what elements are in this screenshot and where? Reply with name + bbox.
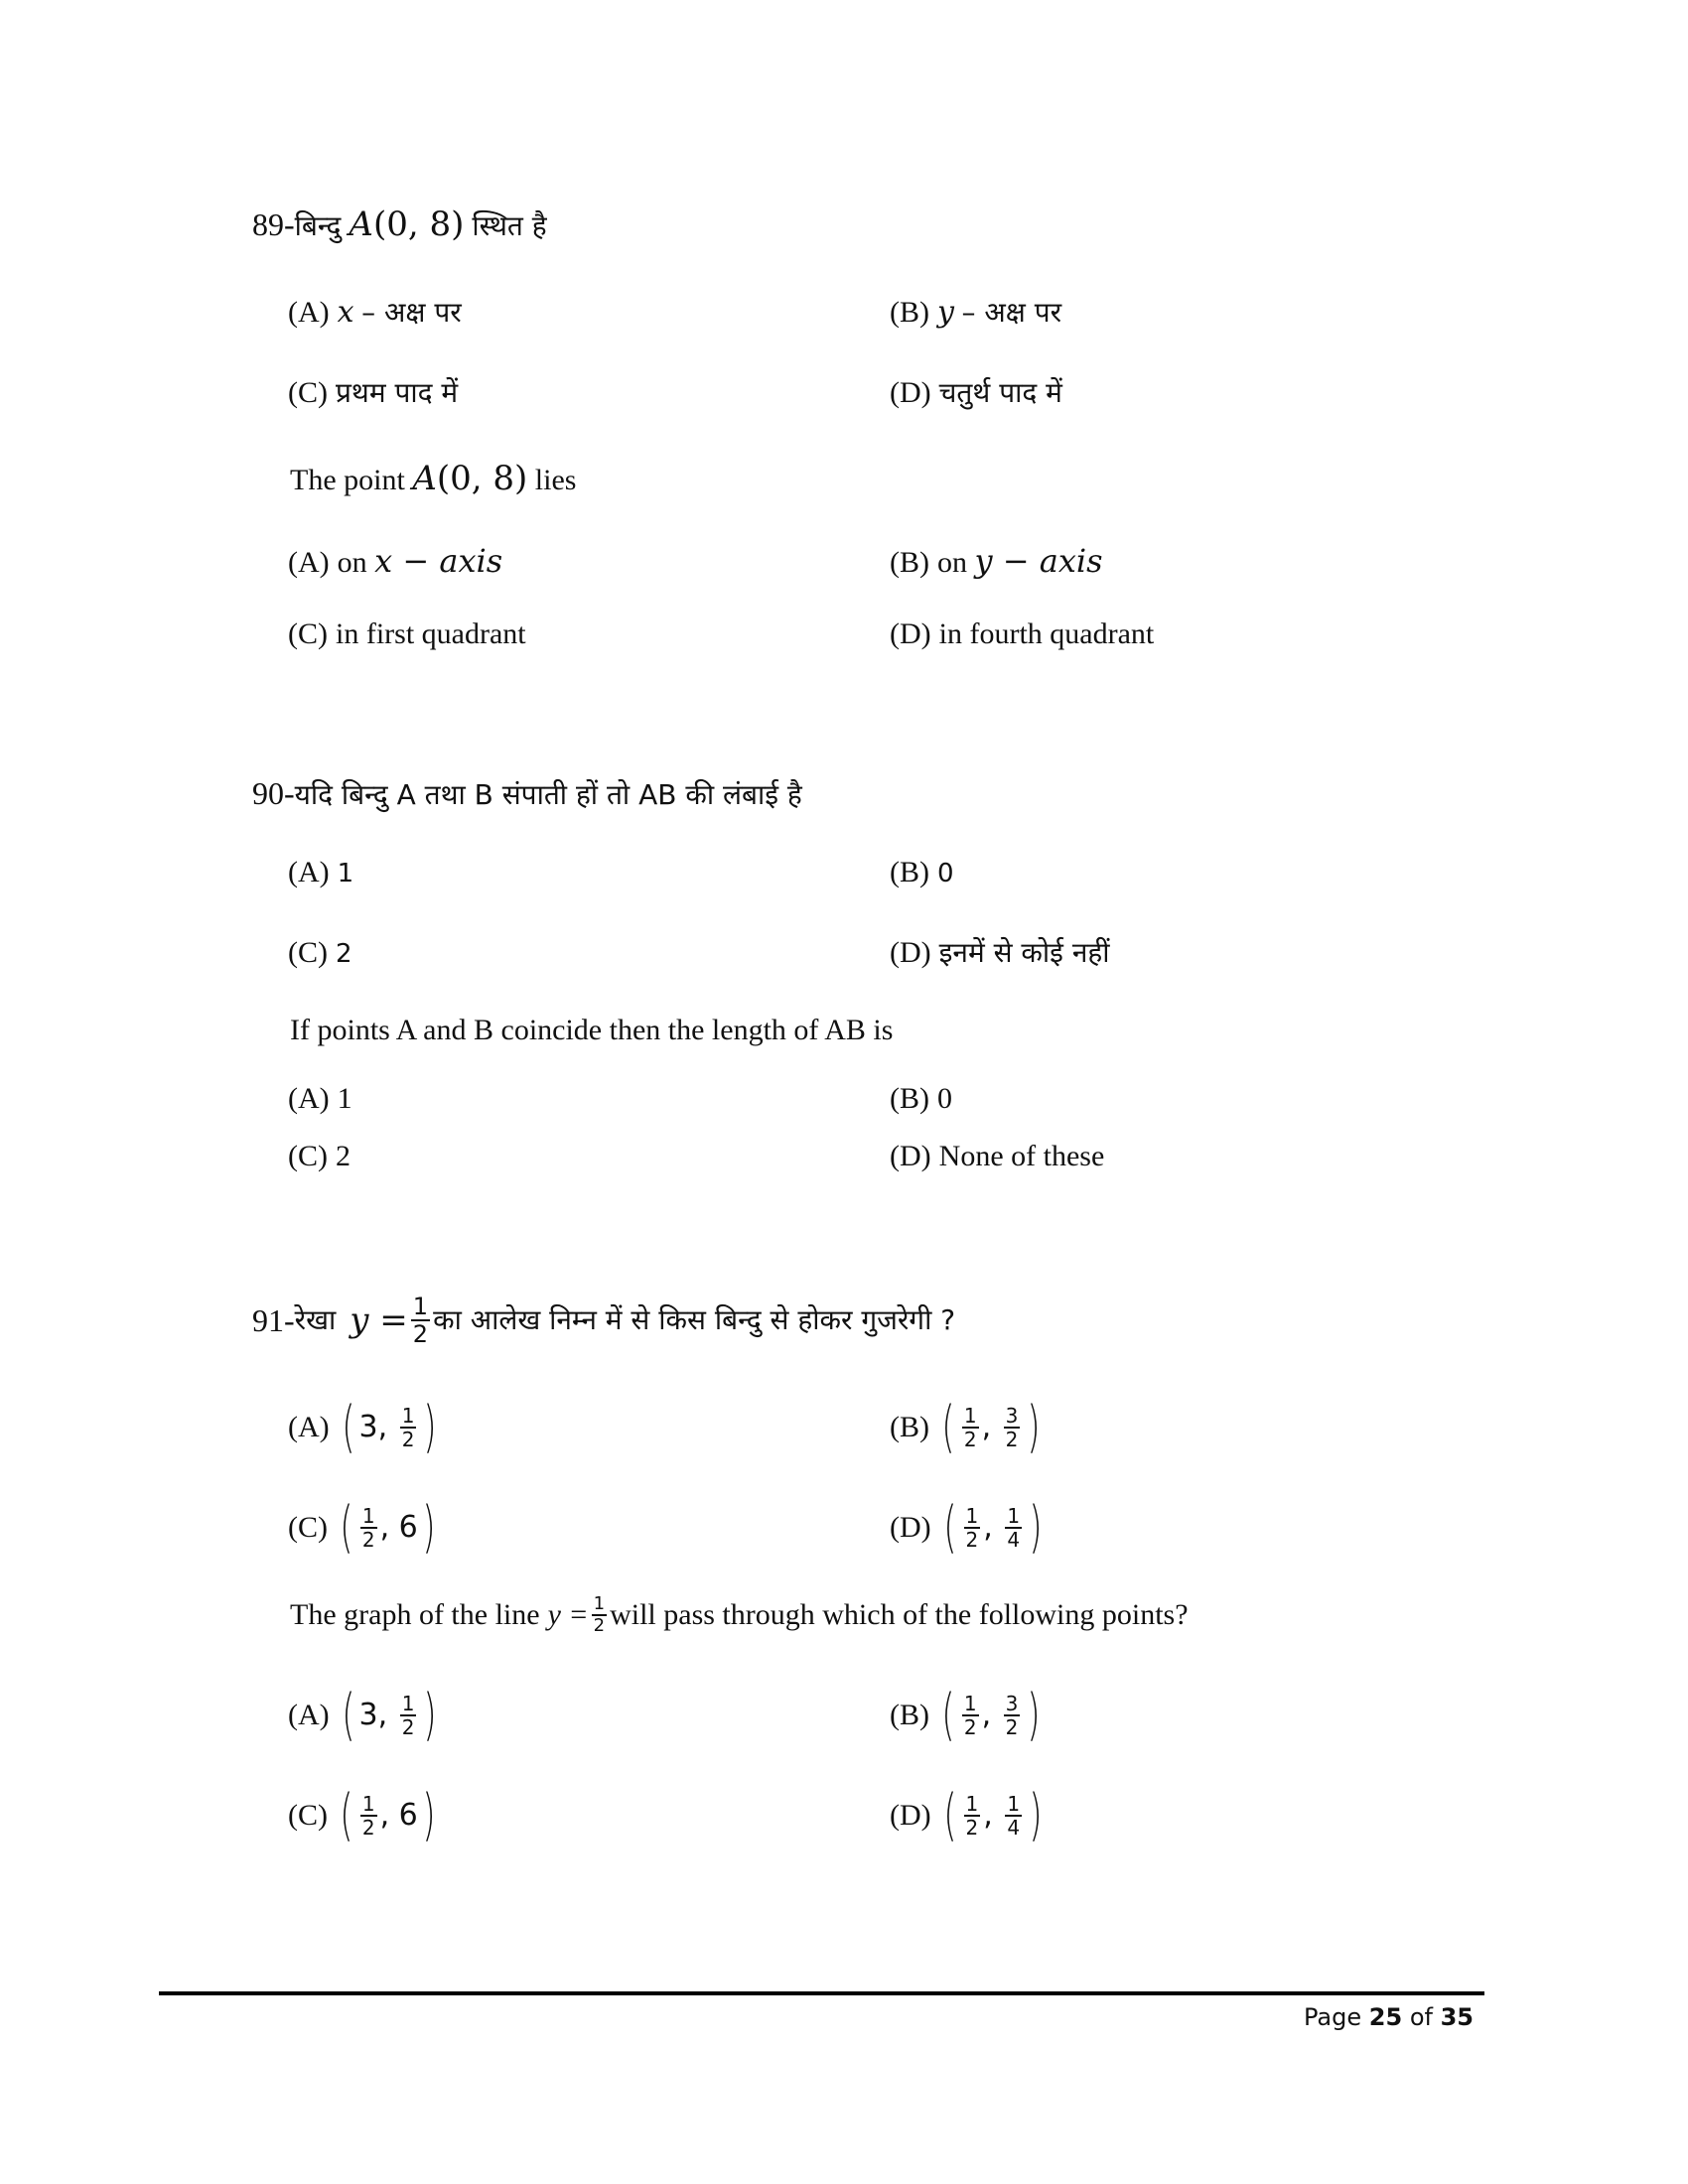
option-90-en-c[interactable]: (C) 2 xyxy=(288,1140,351,1172)
option-90-hi-d[interactable]: (D) इनमें से कोई नहीं xyxy=(890,936,1110,969)
question-89-hindi: 89-बिन्दु A(0, 8) स्थित है xyxy=(252,205,547,244)
question-90-english: If points A and B coincide then the length of AB is xyxy=(290,1014,894,1046)
option-91-hi-b[interactable]: (B) ( $\frac{1}{2}$ , $\frac{3}{2}$ ) xyxy=(890,1395,1041,1459)
option-90-hi-c[interactable]: (C) 2 xyxy=(288,936,352,969)
footer-divider xyxy=(159,1991,1484,1995)
option-90-en-d[interactable]: (D) None of these xyxy=(890,1140,1105,1172)
page-number: Page 25 of 35 xyxy=(1304,2003,1474,2031)
option-91-en-d[interactable]: (D) ( $\frac{1}{2}$ , $\frac{1}{4}$ ) xyxy=(890,1783,1043,1847)
option-91-en-b[interactable]: (B) ( $\frac{1}{2}$ , $\frac{3}{2}$ ) xyxy=(890,1683,1041,1747)
option-89-en-d[interactable]: (D) in fourth quadrant xyxy=(890,617,1155,650)
option-89-hi-b[interactable]: (B) y – अक्ष पर xyxy=(890,295,1062,330)
fraction: $\frac{1}{2}$ xyxy=(593,1593,606,1636)
question-91-hindi: 91- रेखा y = $\frac{1}{2}$ का आलेख निम्न में से किस बिन्दु से होकर गुजरेगी ? xyxy=(252,1293,956,1348)
option-89-en-c[interactable]: (C) in first quadrant xyxy=(288,617,526,650)
question-91-english: The graph of the line y = $\frac{1}{2}$ will pass through which of the following points? xyxy=(290,1593,1189,1636)
option-91-en-c[interactable]: (C) ( $\frac{1}{2}$ , 6 ) xyxy=(288,1783,436,1847)
option-91-hi-c[interactable]: (C) ( $\frac{1}{2}$ , 6 ) xyxy=(288,1495,436,1560)
option-90-en-b[interactable]: (B) 0 xyxy=(890,1082,952,1115)
option-89-en-b[interactable]: (B) on y − axis xyxy=(890,542,1103,580)
option-89-hi-d[interactable]: (D) चतुर्थ पाद में xyxy=(890,376,1062,409)
option-90-hi-b[interactable]: (B) 0 xyxy=(890,856,954,888)
question-number: 91- xyxy=(252,1302,295,1338)
fraction: $\frac{1}{2}$ xyxy=(412,1293,429,1348)
option-89-hi-a[interactable]: (A) x – अक्ष पर xyxy=(288,295,462,330)
option-91-hi-a[interactable]: (A) ( 3 , $\frac{1}{2}$ ) xyxy=(288,1395,437,1459)
option-91-en-a[interactable]: (A) ( 3 , $\frac{1}{2}$ ) xyxy=(288,1683,437,1747)
option-91-hi-d[interactable]: (D) ( $\frac{1}{2}$ , $\frac{1}{4}$ ) xyxy=(890,1495,1043,1560)
question-90-hindi: 90-यदि बिन्दु A तथा B संपाती हों तो AB की लंबाई है xyxy=(252,775,802,811)
question-89-english: The point A(0, 8) lies xyxy=(290,459,577,498)
option-90-hi-a[interactable]: (A) 1 xyxy=(288,856,354,888)
question-number: 90- xyxy=(252,775,295,811)
option-90-en-a[interactable]: (A) 1 xyxy=(288,1082,352,1115)
question-number: 89- xyxy=(252,206,295,242)
option-89-en-a[interactable]: (A) on x − axis xyxy=(288,542,503,580)
option-89-hi-c[interactable]: (C) प्रथम पाद में xyxy=(288,376,459,409)
